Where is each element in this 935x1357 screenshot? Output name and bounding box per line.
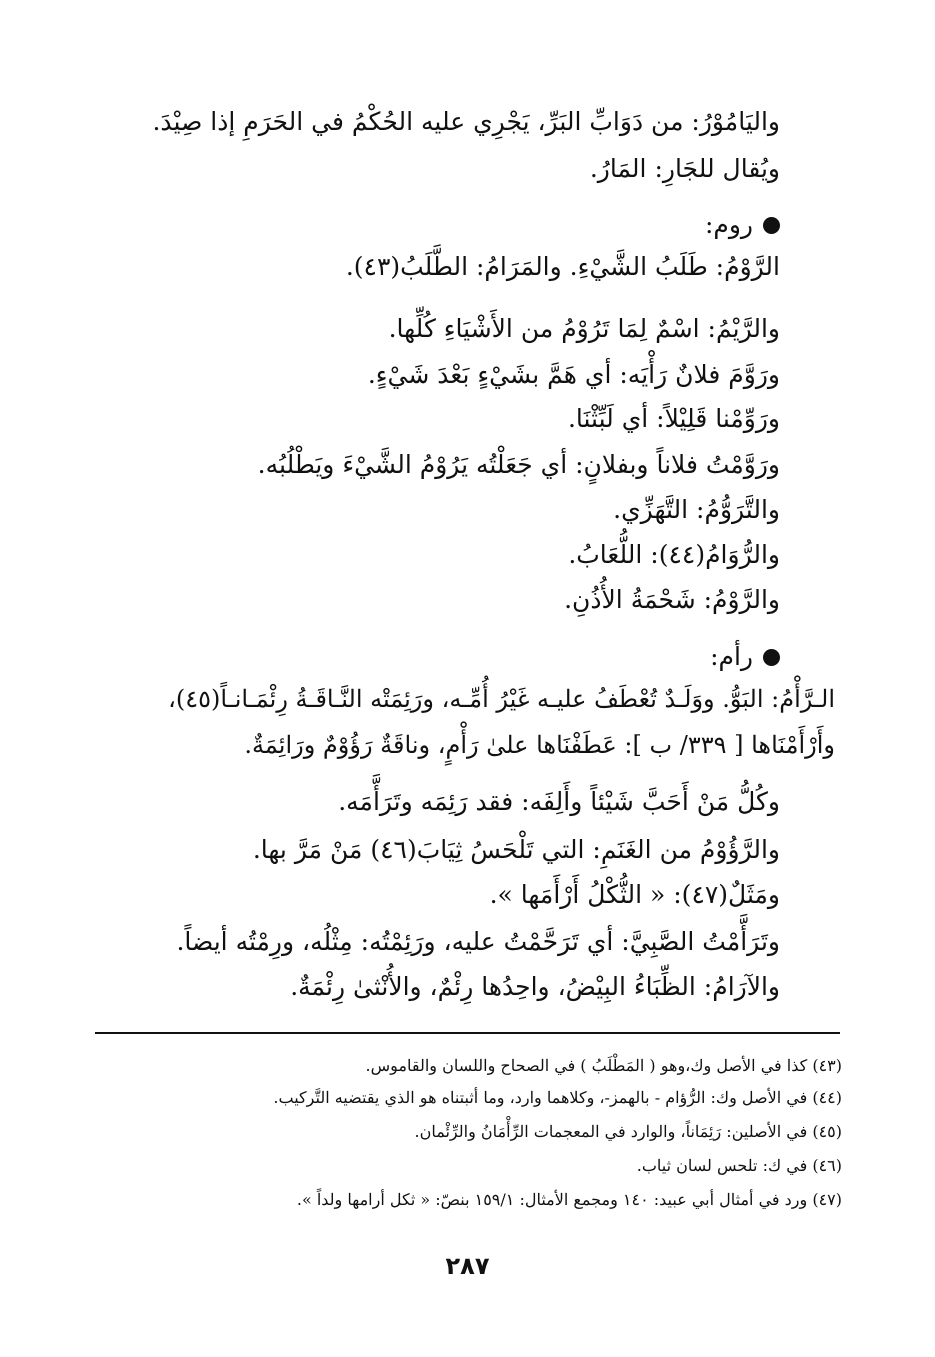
text-line: والرَّيْمُ: اسْمٌ لِمَا تَرُوْمُ من الأَشْيَاءِ كُلِّها. [388, 314, 780, 343]
text-line: والتَّرَوُّمُ: التَّهَزِّي. [613, 495, 780, 524]
entry-heading-label: رأم: [710, 642, 753, 671]
text-line: وكُلُّ مَنْ أَحَبَّ شَيْئاً وأَلِفَه: فقد رَئِمَه وتَرَأَّمَه. [338, 787, 780, 816]
text-line: الرَّوْمُ: طَلَبُ الشَّيْءِ. والمَرَامُ: الطَّلَبُ(٤٣). [345, 252, 780, 281]
text-line: ورَوِّمْنا قَلِيْلاً: أي لَبِّثْنَا. [567, 404, 780, 433]
text-line: والرَّؤُوْمُ من الغَنَمِ: التي تَلْحَسُ ثِيَابَ(٤٦) مَنْ مَرَّ بها. [252, 835, 780, 864]
text-line: ورَوَّمَ فلانٌ رَأْيَه: أي هَمَّ بشَيْءٍ بَعْدَ شَيْءٍ. [367, 360, 780, 389]
footnote-divider [95, 1032, 840, 1034]
text-line: والرَّوْمُ: شَحْمَةُ الأُذُنِ. [564, 585, 780, 614]
entry-heading-label: روم: [704, 210, 753, 239]
text-line: والرُّوَامُ(٤٤): اللُّعَابُ. [568, 540, 780, 569]
footnote: (٤٦) في ك: تلحس لسان ثياب. [636, 1156, 842, 1175]
text-line: واليَامُوْرُ: من دَوَابِّ البَرِّ، يَجْرِي عليه الحُكْمُ في الحَرَمِ إذا صِيْدَ. [152, 107, 780, 136]
text-line: والآرَامُ: الظِّبَاءُ البِيْضُ، واحِدُها رِئْمٌ، والأُنْثىٰ رِئْمَةٌ. [290, 972, 780, 1001]
page-number: ٢٨٧ [445, 1252, 490, 1280]
text-line: وأَرْأَمْنَاها [ ٣٣٩/ ب ]: عَطَفْنَاها علىٰ رَأْمٍ، وناقَةٌ رَؤُوْمٌ ورَائِمَةٌ. [244, 731, 835, 759]
text-line: ورَوَّمْتُ فلاناً وبفلانٍ: أي جَعَلْتُه يَرُوْمُ الشَّيْءَ ويَطْلُبُه. [257, 450, 780, 479]
bullet-icon [763, 217, 780, 234]
text-line: وتَرَأَّمْتُ الصَّبِيَّ: أي تَرَحَّمْتُ عليه، ورَئِمْتُه: مِثْلُه، ورِمْتُه أيضاً. [176, 927, 780, 956]
entry-heading-ram [710, 640, 780, 674]
bullet-icon [763, 649, 780, 666]
text-line: الـرَّأْمُ: البَوُّ. ووَلَـدٌ تُعْطَفُ عليـه غَيْرُ أُمِّـه، ورَئِمَتْه النَّـاقَـةُ رِئْمَـانـاً(٤٥)، [168, 685, 835, 713]
entry-heading-rwm [705, 208, 780, 242]
footnote: (٤٥) في الأصلين: رَئِمَاناً، والوارد في المعجمات الرِّأْمَانُ والرِّئْمان. [414, 1122, 842, 1141]
footnote: (٤٤) في الأصل وك: الرُّؤام - بالهمز-، وكلاهما وارد، وما أثبتناه هو الذي يقتضيه التَّركيب. [273, 1088, 842, 1107]
footnote: (٤٣) كذا في الأصل وك،وهو ( المَطْلَبُ ) في الصحاح واللسان والقاموس. [365, 1056, 842, 1075]
text-line: ومَثَلٌ(٤٧): « الثُّكْلُ أَرْأَمَها ». [489, 880, 780, 909]
footnote: (٤٧) ورد في أمثال أبي عبيد: ١٤٠ ومجمع الأمثال: ١٥٩/١ بنصّ: « ثكل أرامها ولداً ». [296, 1190, 842, 1209]
text-line: ويُقال للجَارِ: المَارُ. [589, 154, 780, 183]
